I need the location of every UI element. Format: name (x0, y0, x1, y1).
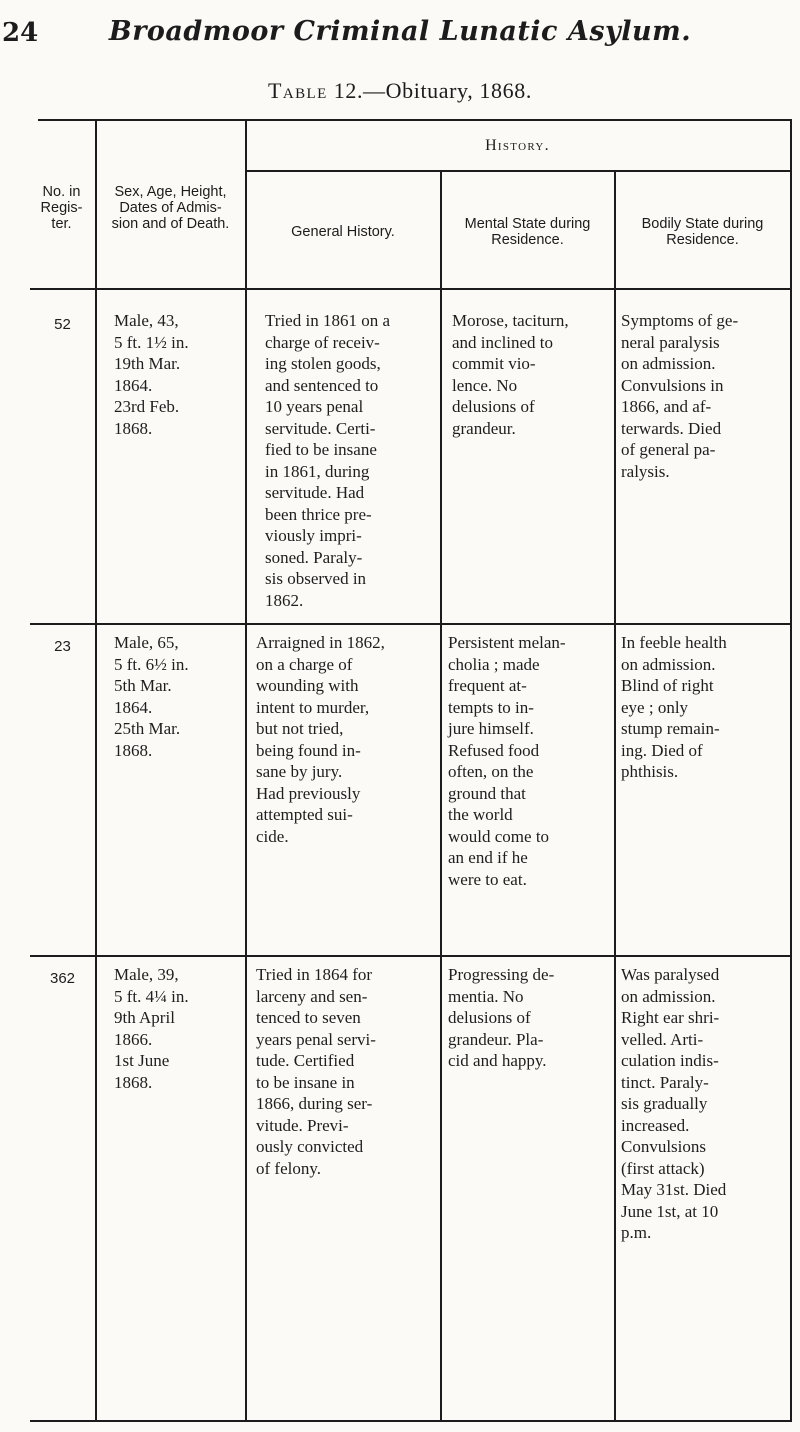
header-sex-age: Sex, Age, Height, Dates of Admis- sion and of Death. (111, 184, 230, 232)
header-bodily-state: Bodily State during Residence. (641, 216, 764, 248)
row-divider-2 (30, 955, 792, 957)
register-column-rule (95, 120, 97, 1420)
header-bottom-rule (30, 288, 792, 290)
history-subheader-rule (245, 170, 790, 172)
row-3-mental-state: Progressing de- mentia. No delusions of grandeur. Pla- cid and happy. (448, 965, 555, 1070)
general-column-rule (440, 170, 442, 1420)
sex-age-column-rule (245, 120, 247, 1420)
row-3-general-history: Tried in 1864 for larceny and sen- tenced to seven years penal servi- tude. Certified to be insane in 1866, during ser- vitude. Previ- ously convicted of felony. (256, 965, 376, 1178)
mental-column-rule (614, 170, 616, 1420)
row-1-sex-age: Male, 43, 5 ft. 1½ in. 19th Mar. 1864. 23rd Feb. 1868. (114, 311, 189, 438)
header-history: History. (485, 137, 550, 154)
row-1-general-history: Tried in 1861 on a charge of receiv- ing stolen goods, and sentenced to 10 years penal servitude. Certi- fied to be insane in 1861, during servitude. Had been thrice pre- viously impri- soned. Paraly- sis observed in 1862. (265, 311, 390, 610)
table-title (0, 78, 800, 104)
running-head: Broadmoor Criminal Lunatic Asylum. (108, 16, 692, 47)
table-right-rule (790, 120, 792, 1420)
row-1-bodily-state: Symptoms of ge- neral paralysis on admission. Convulsions in 1866, and af- terwards. Died of general pa- ralysis. (621, 311, 739, 481)
page-number: 24 (2, 18, 39, 48)
row-2-register: 23 (54, 638, 71, 655)
table-bottom-rule (30, 1420, 792, 1422)
row-1-mental-state: Morose, taciturn, and inclined to commit vio- lence. No delusions of grandeur. (452, 311, 569, 438)
table-title-rest: 12.—Obituary, 1868. (327, 78, 532, 103)
row-3-bodily-state: Was paralysed on admission. Right ear shri- velled. Arti- culation indis- tinct. Paraly- sis gradually increased. Convulsions (first attack) May 31st. Died June 1st, at 10 p.m. (621, 965, 727, 1242)
table-title-prefix: Table (268, 78, 328, 103)
row-1-register: 52 (54, 316, 71, 333)
row-divider-1 (30, 623, 792, 625)
row-3-sex-age: Male, 39, 5 ft. 4¼ in. 9th April 1866. 1st June 1868. (114, 965, 189, 1092)
table-top-rule (38, 119, 792, 121)
header-mental-state: Mental State during Residence. (464, 216, 591, 248)
row-2-sex-age: Male, 65, 5 ft. 6½ in. 5th Mar. 1864. 25th Mar. 1868. (114, 633, 189, 760)
row-2-mental-state: Persistent melan- cholia ; made frequent at- tempts to in- jure himself. Refused food often, on the ground that the world would come to an end if he were to eat. (448, 633, 566, 889)
row-2-bodily-state: In feeble health on admission. Blind of right eye ; only stump remain- ing. Died of phthisis. (621, 633, 727, 781)
header-register: No. in Regis- ter. (40, 184, 83, 232)
row-3-register: 362 (49, 970, 76, 987)
header-general-history: General History. (291, 224, 395, 240)
row-2-general-history: Arraigned in 1862, on a charge of wounding with intent to murder, but not tried, being found in- sane by jury. Had previously attempted sui- cide. (256, 633, 385, 846)
